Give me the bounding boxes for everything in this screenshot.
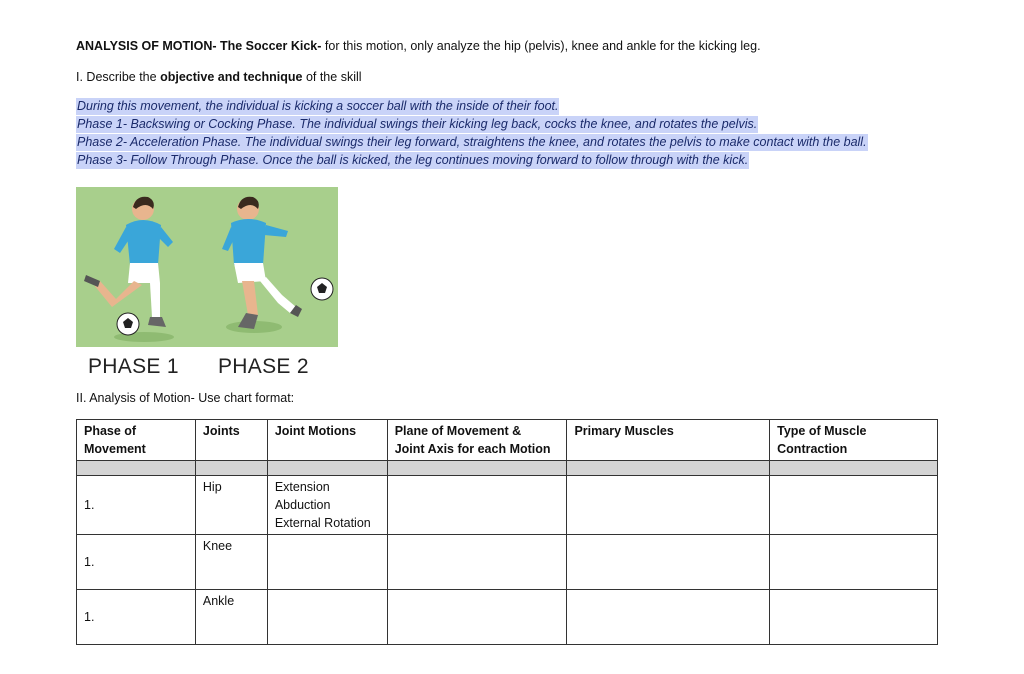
motions-cell[interactable] [267, 476, 387, 535]
header-plane [387, 420, 567, 461]
plane-cell[interactable] [387, 590, 567, 645]
header-joint-motions: Joint Motions [267, 420, 387, 461]
header-contraction [770, 420, 938, 461]
phase-2-ball [311, 278, 333, 300]
header-plane-line: Plane of Movement & [394, 424, 522, 438]
phase-1-label: PHASE 1 [88, 355, 179, 378]
section-1-prompt [76, 70, 362, 84]
separator-cell [567, 461, 770, 476]
separator-cell [77, 461, 196, 476]
soccer-kick-drawing [76, 187, 338, 347]
phase-cell[interactable]: 1. [77, 535, 196, 590]
phase-2-player [222, 197, 302, 333]
soccer-kick-illustration [76, 187, 338, 347]
table-row [77, 476, 938, 535]
separator-cell [267, 461, 387, 476]
header-joints: Joints [195, 420, 267, 461]
answer-line[interactable]: During this movement, the individual is kicking a soccer ball with the inside of their foot. [77, 99, 559, 113]
section-2-prompt: II. Analysis of Motion- Use chart format: [76, 391, 295, 405]
header-phase-line: Phase of [84, 424, 137, 438]
phase-1-ball [117, 313, 139, 335]
muscles-cell[interactable] [567, 535, 770, 590]
motion-item: Extension [274, 480, 330, 494]
title-bold: ANALYSIS OF MOTION- The Soccer Kick- [76, 39, 322, 53]
motions-cell[interactable] [267, 590, 387, 645]
separator-cell [195, 461, 267, 476]
muscles-cell[interactable] [567, 590, 770, 645]
document-title [76, 39, 761, 53]
motion-item: Abduction [274, 498, 331, 512]
header-type-line: Contraction [777, 442, 848, 456]
title-rest: for this motion, only analyze the hip (pelvis), knee and ankle for the kicking leg. [321, 39, 761, 53]
table-row [77, 590, 938, 645]
contraction-cell[interactable] [770, 535, 938, 590]
joint-cell[interactable]: Hip [195, 476, 267, 535]
header-primary-muscles: Primary Muscles [567, 420, 770, 461]
table-separator-row [77, 461, 938, 476]
joint-cell[interactable]: Knee [195, 535, 267, 590]
phase-cell[interactable]: 1. [77, 476, 196, 535]
header-phase [77, 420, 196, 461]
analysis-table [76, 419, 938, 645]
section-1-prefix: I. Describe the [76, 70, 161, 84]
muscles-cell[interactable] [567, 476, 770, 535]
contraction-cell[interactable] [770, 476, 938, 535]
header-type-line: Type of Muscle [777, 424, 867, 438]
plane-cell[interactable] [387, 535, 567, 590]
phase-2-label: PHASE 2 [218, 355, 309, 378]
separator-cell [387, 461, 567, 476]
motion-item: External Rotation [274, 516, 371, 530]
table-header-row [77, 420, 938, 461]
joint-cell[interactable]: Ankle [195, 590, 267, 645]
phase-cell[interactable]: 1. [77, 590, 196, 645]
header-phase-line: Movement [84, 442, 146, 456]
section-1-bold: objective and technique [160, 70, 303, 84]
header-plane-line: Joint Axis for each Motion [394, 442, 551, 456]
plane-cell[interactable] [387, 476, 567, 535]
separator-cell [770, 461, 938, 476]
section-1-suffix: of the skill [302, 70, 362, 84]
answer-line[interactable]: Phase 1- Backswing or Cocking Phase. The individual swings their kicking leg back, cocks the knee, and rotates the pelvis. [77, 117, 758, 131]
motions-cell[interactable] [267, 535, 387, 590]
table-row [77, 535, 938, 590]
contraction-cell[interactable] [770, 590, 938, 645]
answer-line[interactable]: Phase 3- Follow Through Phase. Once the ball is kicked, the leg continues moving forward to follow through with the kick. [77, 153, 749, 167]
answer-line[interactable]: Phase 2- Acceleration Phase. The individual swings their leg forward, straightens the knee, and rotates the pelvis to make contact with the ball. [77, 135, 867, 149]
